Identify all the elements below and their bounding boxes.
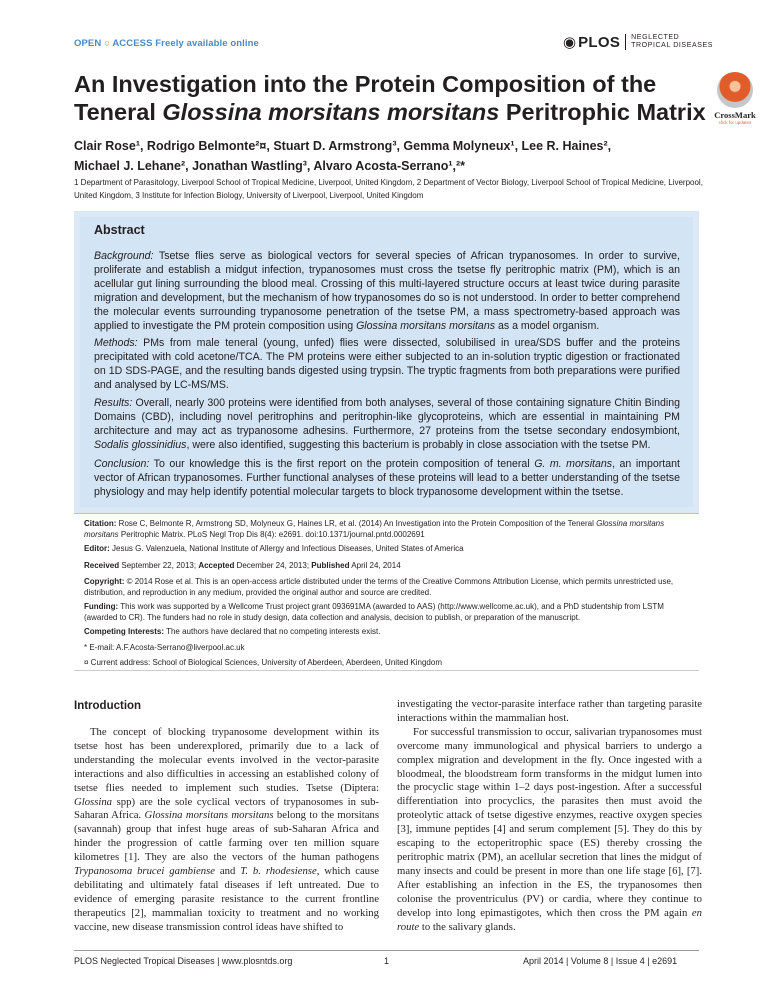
intro-p1-a: The concept of blocking trypanosome development within its tsetse host has been underexplored, primarily due to a lack of understanding the molecular events involved in the vector-parasite interactions and also difficulties in accessing an established colony of tsetse flies needed to implement such studies. Tsetse (Diptera: xyxy=(74,726,379,794)
footer-issue: April 2014 | Volume 8 | Issue 4 | e2691 xyxy=(523,956,678,966)
freely-available-text: Freely available online xyxy=(155,38,259,49)
citation-species: Glossina morsitans morsitans xyxy=(84,519,665,539)
corresponding-email[interactable]: * E-mail: A.F.Acosta-Serrano@liverpool.ac.uk xyxy=(84,643,245,652)
current-address: ¤ Current address: School of Biological Sciences, University of Aberdeen, Aberdeen, United Kingdom xyxy=(84,658,442,667)
accepted-date: December 24, 2013; xyxy=(234,561,312,570)
results-species: Sodalis glossinidius xyxy=(94,439,187,452)
intro-p1-pathogen-2: T. b. rhodesiense xyxy=(240,865,317,878)
open-access-banner xyxy=(74,38,259,49)
abstract-methods xyxy=(94,336,680,392)
crossmark-icon xyxy=(717,72,753,108)
abstract-background xyxy=(94,249,680,334)
intro-p1-species: Glossina morsitans morsitans xyxy=(144,809,274,822)
introduction-heading: Introduction xyxy=(74,700,142,712)
metadata-bottom-rule xyxy=(74,670,699,671)
intro-p1-d: and xyxy=(215,865,241,878)
intro-p1-pathogen-1: Trypanosoma brucei gambiense xyxy=(74,865,215,878)
body-column-right xyxy=(397,698,702,934)
background-label: Background: xyxy=(94,250,154,262)
background-species: Glossina morsitans morsitans xyxy=(356,320,496,333)
crossmark-label: CrossMark xyxy=(714,110,756,120)
methods-label: Methods: xyxy=(94,337,138,349)
logo-divider xyxy=(625,34,626,50)
copyright xyxy=(84,576,684,598)
conclusion-label: Conclusion: xyxy=(94,458,150,470)
journal-name-line1: NEGLECTED xyxy=(631,34,680,41)
article-title xyxy=(74,70,714,126)
accepted-label: Accepted xyxy=(198,561,235,570)
background-end: as a model organism. xyxy=(495,320,600,333)
funding xyxy=(84,601,684,623)
editor xyxy=(84,543,684,554)
intro-p1-c: belong to the morsitans (savannah) group that infest huge areas of sub-Saharan Africa and hinder the progression of cattle farming over ten million square kilometres [1]. They are also the vectors of the human pathogens xyxy=(74,809,379,864)
funding-text: This work was supported by a Wellcome Trust project grant 093691MA (awarded to AAS) (http://www.wellcome.ac.uk), and a PhD studentship from LSTM (awarded to CR). The funders had no role in study design, data collection and analysis, decision to publish, or preparation of the manuscript. xyxy=(84,602,664,622)
intro-p1-e: , which cause debilitating and ultimately fatal diseases if left untreated. Due to evidence of emerging parasite resistance to the current frontline therapeutics [2], mammalian toxicity to treatment and no working vaccine, new disease transmission control ideas have shifted to xyxy=(74,865,380,933)
competing-label: Competing Interests: xyxy=(84,627,165,636)
conclusion-text: To our knowledge this is the first report on the protein composition of teneral xyxy=(149,458,535,470)
citation-text: Rose C, Belmonte R, Armstrong SD, Molyneux G, Haines LR, et al. (2014) An Investigation into the Protein Composition of the Teneral xyxy=(116,519,597,528)
title-line2-post: Peritrophic Matrix xyxy=(499,99,706,125)
body-column-left xyxy=(74,726,379,935)
abstract-heading: Abstract xyxy=(94,223,145,237)
editor-label: Editor: xyxy=(84,544,110,553)
results-end: , were also identified, suggesting this bacterium is probably in close association with the tsetse PM. xyxy=(186,439,651,452)
received-date: September 22, 2013; xyxy=(119,561,199,570)
intro-paragraph-continued: investigating the vector-parasite interface rather than targeting parasite interactions within the mammalian host. xyxy=(397,698,702,724)
editor-text: Jesus G. Valenzuela, National Institute of Allergy and Infectious Diseases, United States of America xyxy=(109,544,464,553)
journal-name xyxy=(631,34,713,50)
results-text: Overall, nearly 300 proteins were identified from both analyses, several of those containing signature Chitin Binding Domains (CBD), including novel peritrophins and peritrophin-like glycoproteins, which are essential in maintaining PM architecture and may act as trypanosome adhesins. Furthermore, 27 proteins from the tsetse secondary endosymbiont, xyxy=(94,397,680,438)
intro-paragraph-2 xyxy=(397,726,702,935)
page-number: 1 xyxy=(384,956,390,966)
authors-line1: Clair Rose¹, Rodrigo Belmonte²¤, Stuart D. Armstrong³, Gemma Molyneux¹, Lee R. Haines², xyxy=(74,139,612,153)
open-access-lock-icon: ○ xyxy=(104,38,110,49)
title-species: Glossina morsitans morsitans xyxy=(162,99,500,125)
title-line2-pre: Teneral xyxy=(74,99,163,125)
received-label: Received xyxy=(84,561,120,570)
metadata-divider xyxy=(74,513,699,514)
competing-text: The authors have declared that no competing interests exist. xyxy=(164,627,381,636)
intro-paragraph-1 xyxy=(74,726,379,935)
author-list xyxy=(74,136,714,176)
published-label: Published xyxy=(311,561,350,570)
citation xyxy=(84,518,684,540)
funding-label: Funding: xyxy=(84,602,119,611)
intro-p2-text: For successful transmission to occur, salivarian trypanosomes must overcome many immunological and physical barriers to undergo a complex migration and development in the fly. Once ingested with a bloodmeal, the bloodstream form transforms in the midgut lumen into the procyclic stage within 1–2 days post-ingestion. After a successful differentiation into procyclics, the parasites then must avoid the proteolytic attack of tsetse digestive enzymes, reactive oxygen species [3], immune peptides [4] and serum complement [5]. They do this by escaping to the ectoperitrophic space (ES) thereby crossing the peritrophic matrix (PM), an acellular secretion that lines the midgut of many insects and could be present in more than one life stage [6], [7]. After establishing an infection in the ES, the trypanosomes then colonise the proventriculus (PV) or cardia, where they continue to develop into long epimastigotes, which then cross the PM again xyxy=(397,725,702,919)
abstract-results xyxy=(94,396,680,452)
footer-rule xyxy=(74,950,699,951)
plos-wordmark: PLOS xyxy=(578,33,621,51)
conclusion-species: G. m. morsitans xyxy=(534,458,613,470)
citation-end: Peritrophic Matrix. PLoS Negl Trop Dis 8(4): e2691. doi:10.1371/journal.pntd.0002691 xyxy=(118,530,425,539)
journal-name-line2: TROPICAL DISEASES xyxy=(631,42,714,49)
intro-p1-b: spp) are the sole cyclical vectors of trypanosomes in sub-Saharan Africa. xyxy=(74,795,379,822)
authors-line2: Michael J. Lehane², Jonathan Wastling³, Alvaro Acosta-Serrano¹,²* xyxy=(74,159,466,173)
crossmark-badge[interactable] xyxy=(712,72,758,125)
abstract-conclusion xyxy=(94,457,680,499)
plos-logo-icon: ◉ xyxy=(563,34,577,51)
intro-p2-end: to the salivary glands. xyxy=(419,920,516,933)
plos-ntd-logo[interactable] xyxy=(563,33,713,51)
intro-p1-genus: Glossina xyxy=(74,795,113,808)
dates xyxy=(84,560,684,571)
methods-text: PMs from male teneral (young, unfed) flies were dissected, solubilised in urea/SDS buffer and the proteins precipitated with cold acetone/TCA. The PM proteins were either subjected to an in-solution tryptic digestion or fractionated on 1D SDS-PAGE, and the resulting bands digested using trypsin. The tryptic fragments from both preparations were purified and analysed by LC-MS/MS. xyxy=(94,337,680,392)
affiliations: 1 Department of Parasitology, Liverpool School of Tropical Medicine, Liverpool, United Kingdom, 2 Department of Vector Biology, Liverpool School of Tropical Medicine, Liverpool, United Kingdom, 3 Institute for Infection Biology, University of Liverpool, Liverpool, United Kingdom xyxy=(74,178,703,200)
copyright-text: © 2014 Rose et al. This is an open-access article distributed under the terms of the Creative Commons Attribution License, which permits unrestricted use, distribution, and reproduction in any medium, provided the original author and source are credited. xyxy=(84,577,674,597)
competing-interests xyxy=(84,626,684,637)
published-date: April 24, 2014 xyxy=(349,561,401,570)
background-text: Tsetse flies serve as biological vectors for several species of African trypanosomes. In order to survive, proliferate and establish a midgut infection, trypanosomes must cross the tsetse fly peritrophic matrix (PM), which is an acellular gut lining surrounding the blood meal. Crossing of this multi-layered structure occurs at least twice during parasite migration and development, but the mechanism of how trypanosomes do so is not understood. In order to better comprehend the molecular events surrounding trypanosome penetration of the tsetse PM, a mass spectrometry-based approach was applied to investigate the PM protein composition using xyxy=(94,250,680,333)
access-word: ACCESS xyxy=(112,38,153,49)
conclusion-end: , an important vector of African trypanosomes. Further functional analyses of these proteins will lead to a better understanding of the tsetse physiology and may help identify potential molecular targets to block trypanosome development within the tsetse. xyxy=(94,458,680,499)
open-word: OPEN xyxy=(74,38,102,49)
footer-journal[interactable]: PLOS Neglected Tropical Diseases | www.plosntds.org xyxy=(74,956,293,966)
results-label: Results: xyxy=(94,397,133,409)
copyright-label: Copyright: xyxy=(84,577,125,586)
crossmark-sublabel: click for updates xyxy=(718,120,752,125)
intro-p2-italic: en route xyxy=(397,906,702,933)
title-line1: An Investigation into the Protein Composition of the xyxy=(74,71,657,97)
citation-label: Citation: xyxy=(84,519,117,528)
